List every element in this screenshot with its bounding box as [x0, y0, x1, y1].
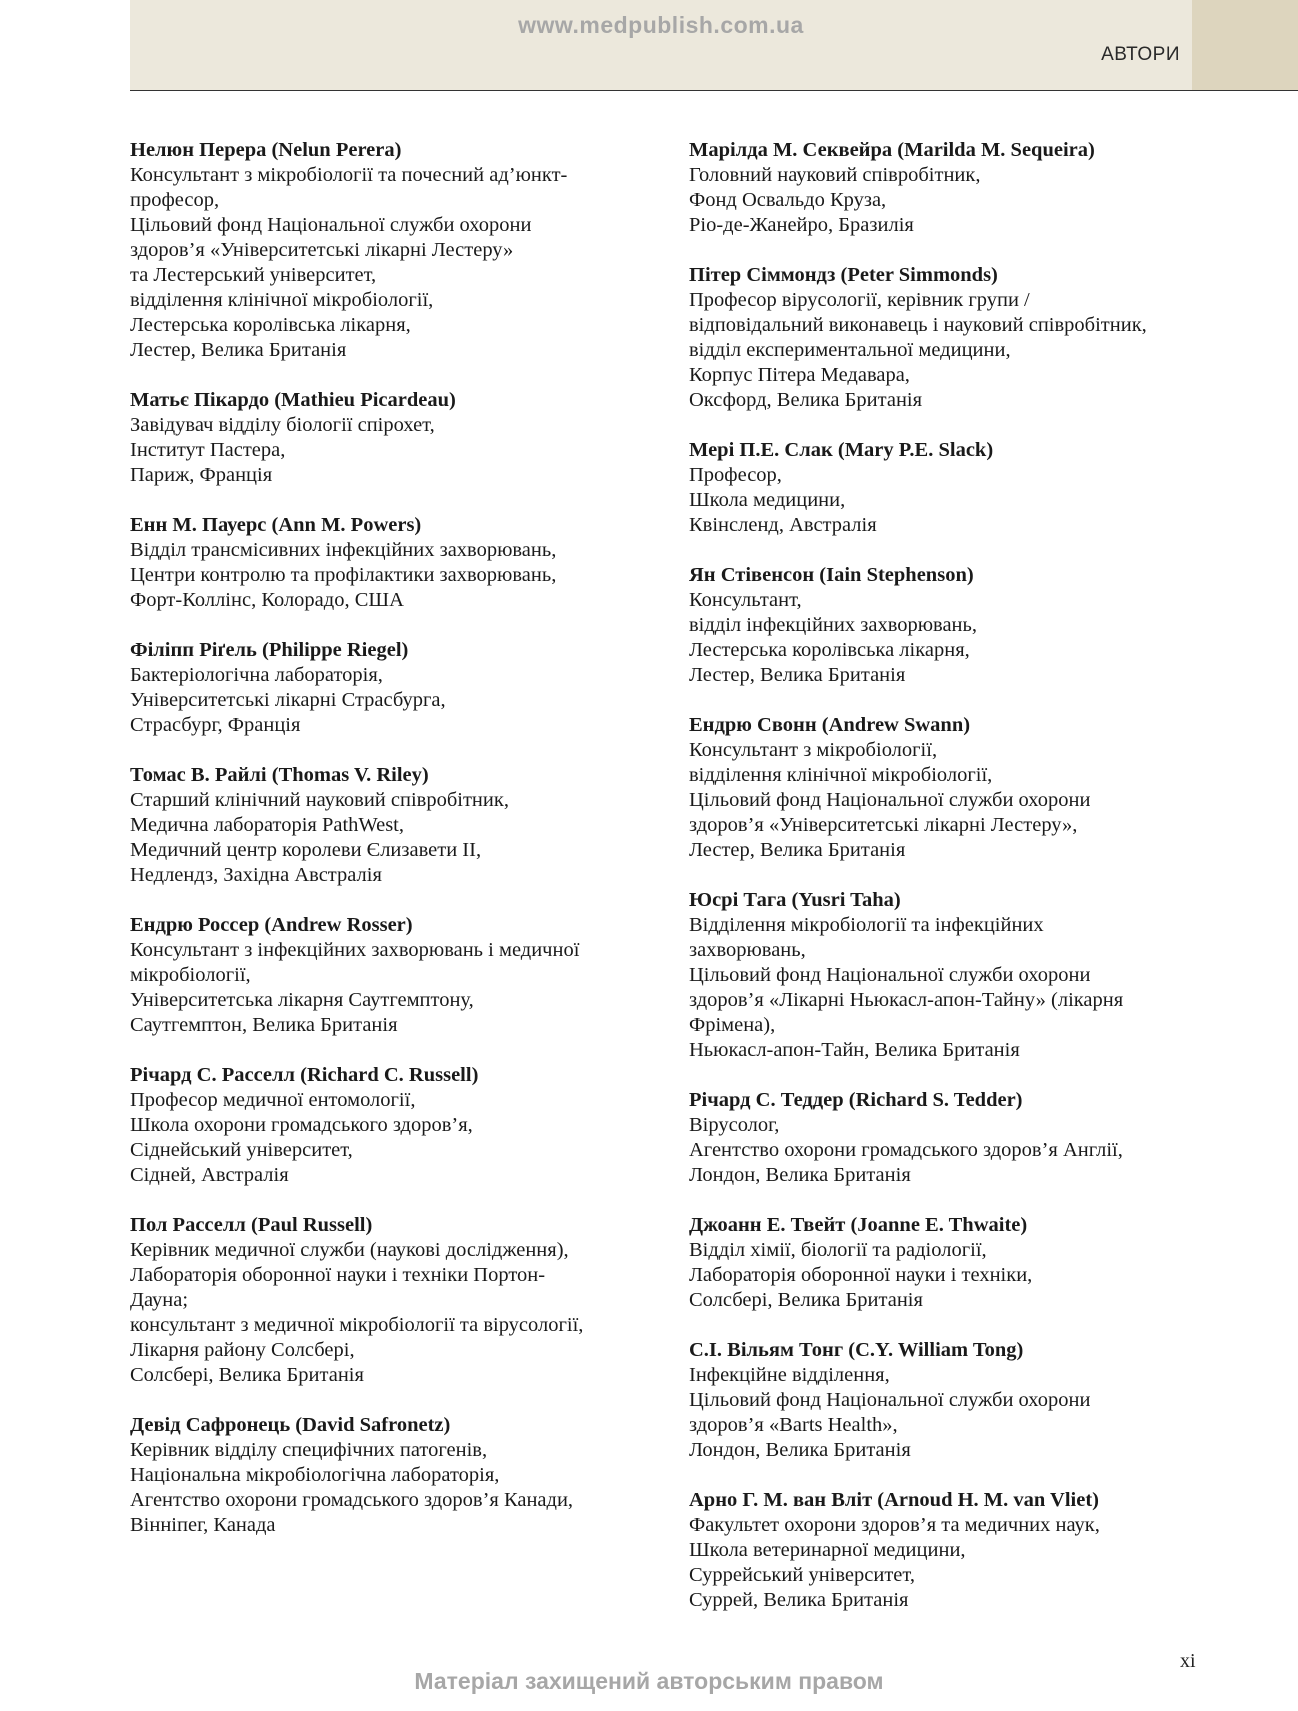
author-affiliation-line: професор,: [130, 189, 220, 211]
author-affiliation-line: Центри контролю та профілактики захворювань,: [130, 564, 557, 586]
author-name: Марілда М. Секвейра (Marilda M. Sequeira): [689, 139, 1095, 161]
author-affiliation-line: здоров’я «Університетські лікарні Лестеру»,: [689, 814, 1078, 836]
author-affiliation-line: Суррейський університет,: [689, 1564, 915, 1586]
author-affiliation-line: здоров’я «Barts Health»,: [689, 1414, 898, 1436]
author-entry: [130, 513, 670, 613]
header-corner-tab: [1192, 0, 1298, 90]
author-affiliation-line: Лестерська королівська лікарня,: [130, 314, 411, 336]
author-affiliation-line: Університетські лікарні Страсбурга,: [130, 689, 446, 711]
author-affiliation-line: Консультант з мікробіології та почесний ад’юнкт-: [130, 164, 568, 186]
author-name: Ендрю Россер (Andrew Rosser): [130, 914, 413, 936]
author-name: Пол Расселл (Paul Russell): [130, 1214, 373, 1236]
author-affiliation-line: Відділ хімії, біології та радіології,: [689, 1239, 987, 1261]
author-affiliation-line: Керівник медичної служби (наукові дослідження),: [130, 1239, 569, 1261]
author-affiliation-line: Агентство охорони громадського здоров’я Канади,: [130, 1489, 574, 1511]
author-affiliation-line: Лабораторія оборонної науки і техніки,: [689, 1264, 1033, 1286]
author-entry: [130, 913, 670, 1038]
author-affiliation-line: Школа медицини,: [689, 489, 846, 511]
author-affiliation-line: Школа ветеринарної медицини,: [689, 1539, 966, 1561]
author-name: Томас В. Райлі (Thomas V. Riley): [130, 764, 429, 786]
author-affiliation-line: та Лестерський університет,: [130, 264, 377, 286]
author-affiliation-line: Національна мікробіологічна лабораторія,: [130, 1464, 500, 1486]
author-entry: [689, 263, 1249, 413]
author-entry: [689, 1088, 1249, 1188]
author-affiliation-line: Париж, Франція: [130, 464, 273, 486]
author-entry: [130, 638, 670, 738]
author-affiliation-line: Медична лабораторія PathWest,: [130, 814, 405, 836]
author-affiliation-line: здоров’я «Університетські лікарні Лестеру»: [130, 239, 514, 261]
author-affiliation-line: Бактеріологічна лабораторія,: [130, 664, 383, 686]
author-entry: [130, 1213, 670, 1388]
author-entry: [130, 1413, 670, 1538]
author-affiliation-line: Солсбері, Велика Британія: [689, 1289, 923, 1311]
author-affiliation-line: Лондон, Велика Британія: [689, 1164, 911, 1186]
author-name: Річард С. Теддер (Richard S. Tedder): [689, 1089, 1023, 1111]
author-name: Енн М. Пауерс (Ann M. Powers): [130, 514, 422, 536]
author-affiliation-line: Медичний центр королеви Єлизавети ІІ,: [130, 839, 482, 861]
author-affiliation-line: Інфекційне відділення,: [689, 1364, 890, 1386]
author-entry: [689, 563, 1249, 688]
author-affiliation-line: Цільовий фонд Національної служби охорони: [689, 964, 1091, 986]
author-affiliation-line: Консультант з інфекційних захворювань і медичної: [130, 939, 580, 961]
author-affiliation-line: Університетська лікарня Саутгемптону,: [130, 989, 474, 1011]
author-name: Мері П.Е. Слак (Mary P.E. Slack): [689, 439, 994, 461]
author-affiliation-line: Суррей, Велика Британія: [689, 1589, 909, 1611]
author-entry: [689, 888, 1249, 1063]
author-affiliation-line: Оксфорд, Велика Британія: [689, 389, 923, 411]
author-affiliation-line: Сіднейський університет,: [130, 1139, 353, 1161]
author-affiliation-line: Завідувач відділу біології спірохет,: [130, 414, 435, 436]
author-affiliation-line: Саутгемптон, Велика Британія: [130, 1014, 398, 1036]
author-entry: [689, 1338, 1249, 1463]
author-affiliation-line: мікробіології,: [130, 964, 251, 986]
author-affiliation-line: Ньюкасл-апон-Тайн, Велика Британія: [689, 1039, 1020, 1061]
right-column: [689, 138, 1249, 1638]
author-affiliation-line: Цільовий фонд Національної служби охорони: [689, 789, 1091, 811]
author-affiliation-line: Квінсленд, Австралія: [689, 514, 877, 536]
author-entry: [689, 1213, 1249, 1313]
author-affiliation-line: Лестер, Велика Британія: [130, 339, 347, 361]
author-entry: [689, 438, 1249, 538]
author-affiliation-line: Форт-Коллінс, Колорадо, США: [130, 589, 404, 611]
author-affiliation-line: відповідальний виконавець і науковий співробітник,: [689, 314, 1147, 336]
author-affiliation-line: Лікарня району Солсбері,: [130, 1339, 355, 1361]
author-affiliation-line: Недлендз, Західна Австралія: [130, 864, 382, 886]
header-divider: [130, 90, 1298, 91]
author-affiliation-line: Професор медичної ентомології,: [130, 1089, 416, 1111]
author-affiliation-line: Цільовий фонд Національної служби охорони: [130, 214, 532, 236]
author-affiliation-line: Страсбург, Франція: [130, 714, 301, 736]
author-entry: [689, 1488, 1249, 1613]
author-affiliation-line: Лестер, Велика Британія: [689, 839, 906, 861]
author-name: Арно Г. М. ван Вліт (Arnoud H. M. van Vliet): [689, 1489, 1099, 1511]
author-affiliation-line: Професор вірусології, керівник групи /: [689, 289, 1030, 311]
left-column: [130, 138, 670, 1563]
author-affiliation-line: Школа охорони громадського здоров’я,: [130, 1114, 473, 1136]
author-affiliation-line: Лестерська королівська лікарня,: [689, 639, 970, 661]
author-affiliation-line: Керівник відділу специфічних патогенів,: [130, 1439, 488, 1461]
author-name: Річард С. Расселл (Richard C. Russell): [130, 1064, 479, 1086]
author-affiliation-line: Корпус Пітера Медавара,: [689, 364, 910, 386]
author-affiliation-line: Лабораторія оборонної науки і техніки Портон-: [130, 1264, 546, 1286]
author-affiliation-line: Старший клінічний науковий співробітник,: [130, 789, 509, 811]
author-entry: [130, 1063, 670, 1188]
author-name: С.І. Вільям Тонг (C.Y. William Tong): [689, 1339, 1024, 1361]
author-affiliation-line: відділення клінічної мікробіології,: [130, 289, 434, 311]
author-affiliation-line: Вірусолог,: [689, 1114, 780, 1136]
author-name: Нелюн Перера (Nelun Perera): [130, 139, 402, 161]
author-affiliation-line: відділення клінічної мікробіології,: [689, 764, 993, 786]
author-affiliation-line: Вінніпег, Канада: [130, 1514, 276, 1536]
author-name: Ендрю Свонн (Andrew Swann): [689, 714, 971, 736]
author-affiliation-line: Цільовий фонд Національної служби охорони: [689, 1389, 1091, 1411]
author-affiliation-line: Професор,: [689, 464, 782, 486]
author-name: Пітер Сіммондз (Peter Simmonds): [689, 264, 998, 286]
author-entry: [130, 138, 670, 363]
section-title: АВТОРИ: [1101, 44, 1180, 65]
author-affiliation-line: Інститут Пастера,: [130, 439, 286, 461]
author-name: Матьє Пікардо (Mathieu Picardeau): [130, 389, 456, 411]
author-affiliation-line: Консультант з мікробіології,: [689, 739, 938, 761]
author-affiliation-line: Ріо-де-Жанейро, Бразилія: [689, 214, 914, 236]
top-watermark: www.medpublish.com.ua: [518, 12, 804, 38]
author-affiliation-line: Дауна;: [130, 1289, 189, 1311]
author-affiliation-line: Фрімена),: [689, 1014, 776, 1036]
author-affiliation-line: Агентство охорони громадського здоров’я Англії,: [689, 1139, 1123, 1161]
author-affiliation-line: Відділ трансмісивних інфекційних захворювань,: [130, 539, 557, 561]
author-affiliation-line: Солсбері, Велика Британія: [130, 1364, 364, 1386]
author-affiliation-line: консультант з медичної мікробіології та вірусології,: [130, 1314, 584, 1336]
author-affiliation-line: Факультет охорони здоров’я та медичних наук,: [689, 1514, 1100, 1536]
author-affiliation-line: Головний науковий співробітник,: [689, 164, 981, 186]
author-affiliation-line: захворювань,: [689, 939, 806, 961]
author-affiliation-line: Сідней, Австралія: [130, 1164, 289, 1186]
author-entry: [689, 138, 1249, 238]
author-affiliation-line: Фонд Освальдо Круза,: [689, 189, 887, 211]
author-entry: [130, 388, 670, 488]
author-entry: [130, 763, 670, 888]
author-name: Ян Стівенсон (Iain Stephenson): [689, 564, 974, 586]
author-name: Юсрі Тага (Yusri Taha): [689, 889, 901, 911]
author-affiliation-line: Консультант,: [689, 589, 802, 611]
author-affiliation-line: Лондон, Велика Британія: [689, 1439, 911, 1461]
author-name: Девід Сафронець (David Safronetz): [130, 1414, 451, 1436]
author-affiliation-line: Відділення мікробіології та інфекційних: [689, 914, 1044, 936]
bottom-watermark: Матеріал захищений авторським правом: [414, 1668, 884, 1694]
author-affiliation-line: відділ інфекційних захворювань,: [689, 614, 978, 636]
author-entry: [689, 713, 1249, 863]
author-affiliation-line: Лестер, Велика Британія: [689, 664, 906, 686]
author-name: Філіпп Ріґель (Philippe Riegel): [130, 639, 409, 661]
author-affiliation-line: відділ експериментальної медицини,: [689, 339, 1011, 361]
page-number: xi: [1180, 1650, 1196, 1672]
author-name: Джоанн Е. Твейт (Joanne E. Thwaite): [689, 1214, 1028, 1236]
author-affiliation-line: здоров’я «Лікарні Ньюкасл-апон-Тайну» (лікарня: [689, 989, 1124, 1011]
